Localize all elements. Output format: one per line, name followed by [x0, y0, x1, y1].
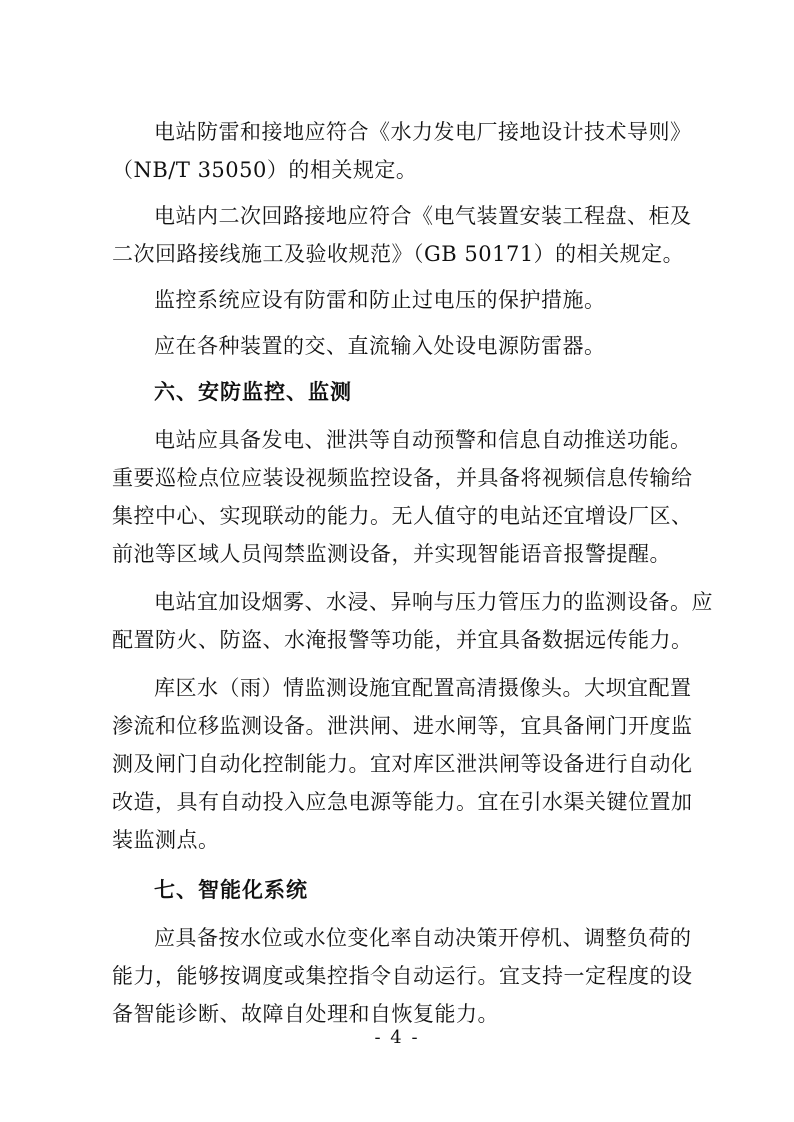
paragraph	[112, 327, 694, 365]
text-line: 电站应具备发电、泄洪等自动预警和信息自动推送功能。	[154, 428, 692, 452]
text-line: 应具备按水位或水位变化率自动决策开停机、调整负荷的	[154, 926, 692, 950]
paragraph	[112, 197, 694, 273]
text-line: 配置防火、防盗、水淹报警等功能，并宜具备数据远传能力。	[112, 628, 693, 652]
text-line: 二次回路接线施工及验收规范》（GB 50171）的相关规定。	[112, 242, 685, 266]
page-number: - 4 -	[374, 1027, 420, 1048]
text-line: 前池等区域人员闯禁监测设备，并实现智能语音报警提醒。	[112, 542, 671, 566]
section-heading	[112, 373, 694, 411]
text-line: 电站内二次回路接地应符合《电气装置安装工程盘、柜及	[154, 204, 692, 228]
text-line: 渗流和位移监测设备。泄洪闸、进水闸等，宜具备闸门开度监	[112, 714, 693, 738]
text-line: 电站防雷和接地应符合《水力发电厂接地设计技术导则》	[154, 120, 692, 144]
text-line: 重要巡检点位应装设视频监控设备，并具备将视频信息传输给	[112, 466, 693, 490]
paragraph	[112, 919, 694, 1033]
text-line: 监控系统应设有防雷和防止过电压的保护措施。	[154, 288, 606, 312]
text-line: 六、安防监控、监测	[154, 380, 352, 404]
paragraph	[112, 421, 694, 573]
paragraph	[112, 281, 694, 319]
text-line: 备智能诊断、故障自处理和自恢复能力。	[112, 1002, 499, 1026]
text-line: 测及闸门自动化控制能力。宜对库区泄洪闸等设备进行自动化	[112, 752, 693, 776]
paragraph	[112, 583, 713, 659]
text-line: 装监测点。	[112, 828, 220, 852]
section-heading	[112, 871, 694, 909]
paragraph	[112, 113, 694, 189]
document-body	[112, 113, 713, 1033]
text-line: 集控中心、实现联动的能力。无人值守的电站还宜增设厂区、	[112, 504, 693, 528]
text-line: （NB/T 35050）的相关规定。	[112, 158, 418, 182]
text-line: 改造，具有自动投入应急电源等能力。宜在引水渠关键位置加	[112, 790, 693, 814]
text-line: 应在各种装置的交、直流输入处设电源防雷器。	[154, 334, 606, 358]
text-line: 七、智能化系统	[154, 878, 308, 902]
text-line: 电站宜加设烟雾、水浸、异响与压力管压力的监测设备。应	[154, 590, 713, 614]
text-line: 能力，能够按调度或集控指令自动运行。宜支持一定程度的设	[112, 964, 693, 988]
text-line: 库区水（雨）情监测设施宜配置高清摄像头。大坝宜配置	[154, 676, 692, 700]
paragraph	[112, 669, 694, 859]
